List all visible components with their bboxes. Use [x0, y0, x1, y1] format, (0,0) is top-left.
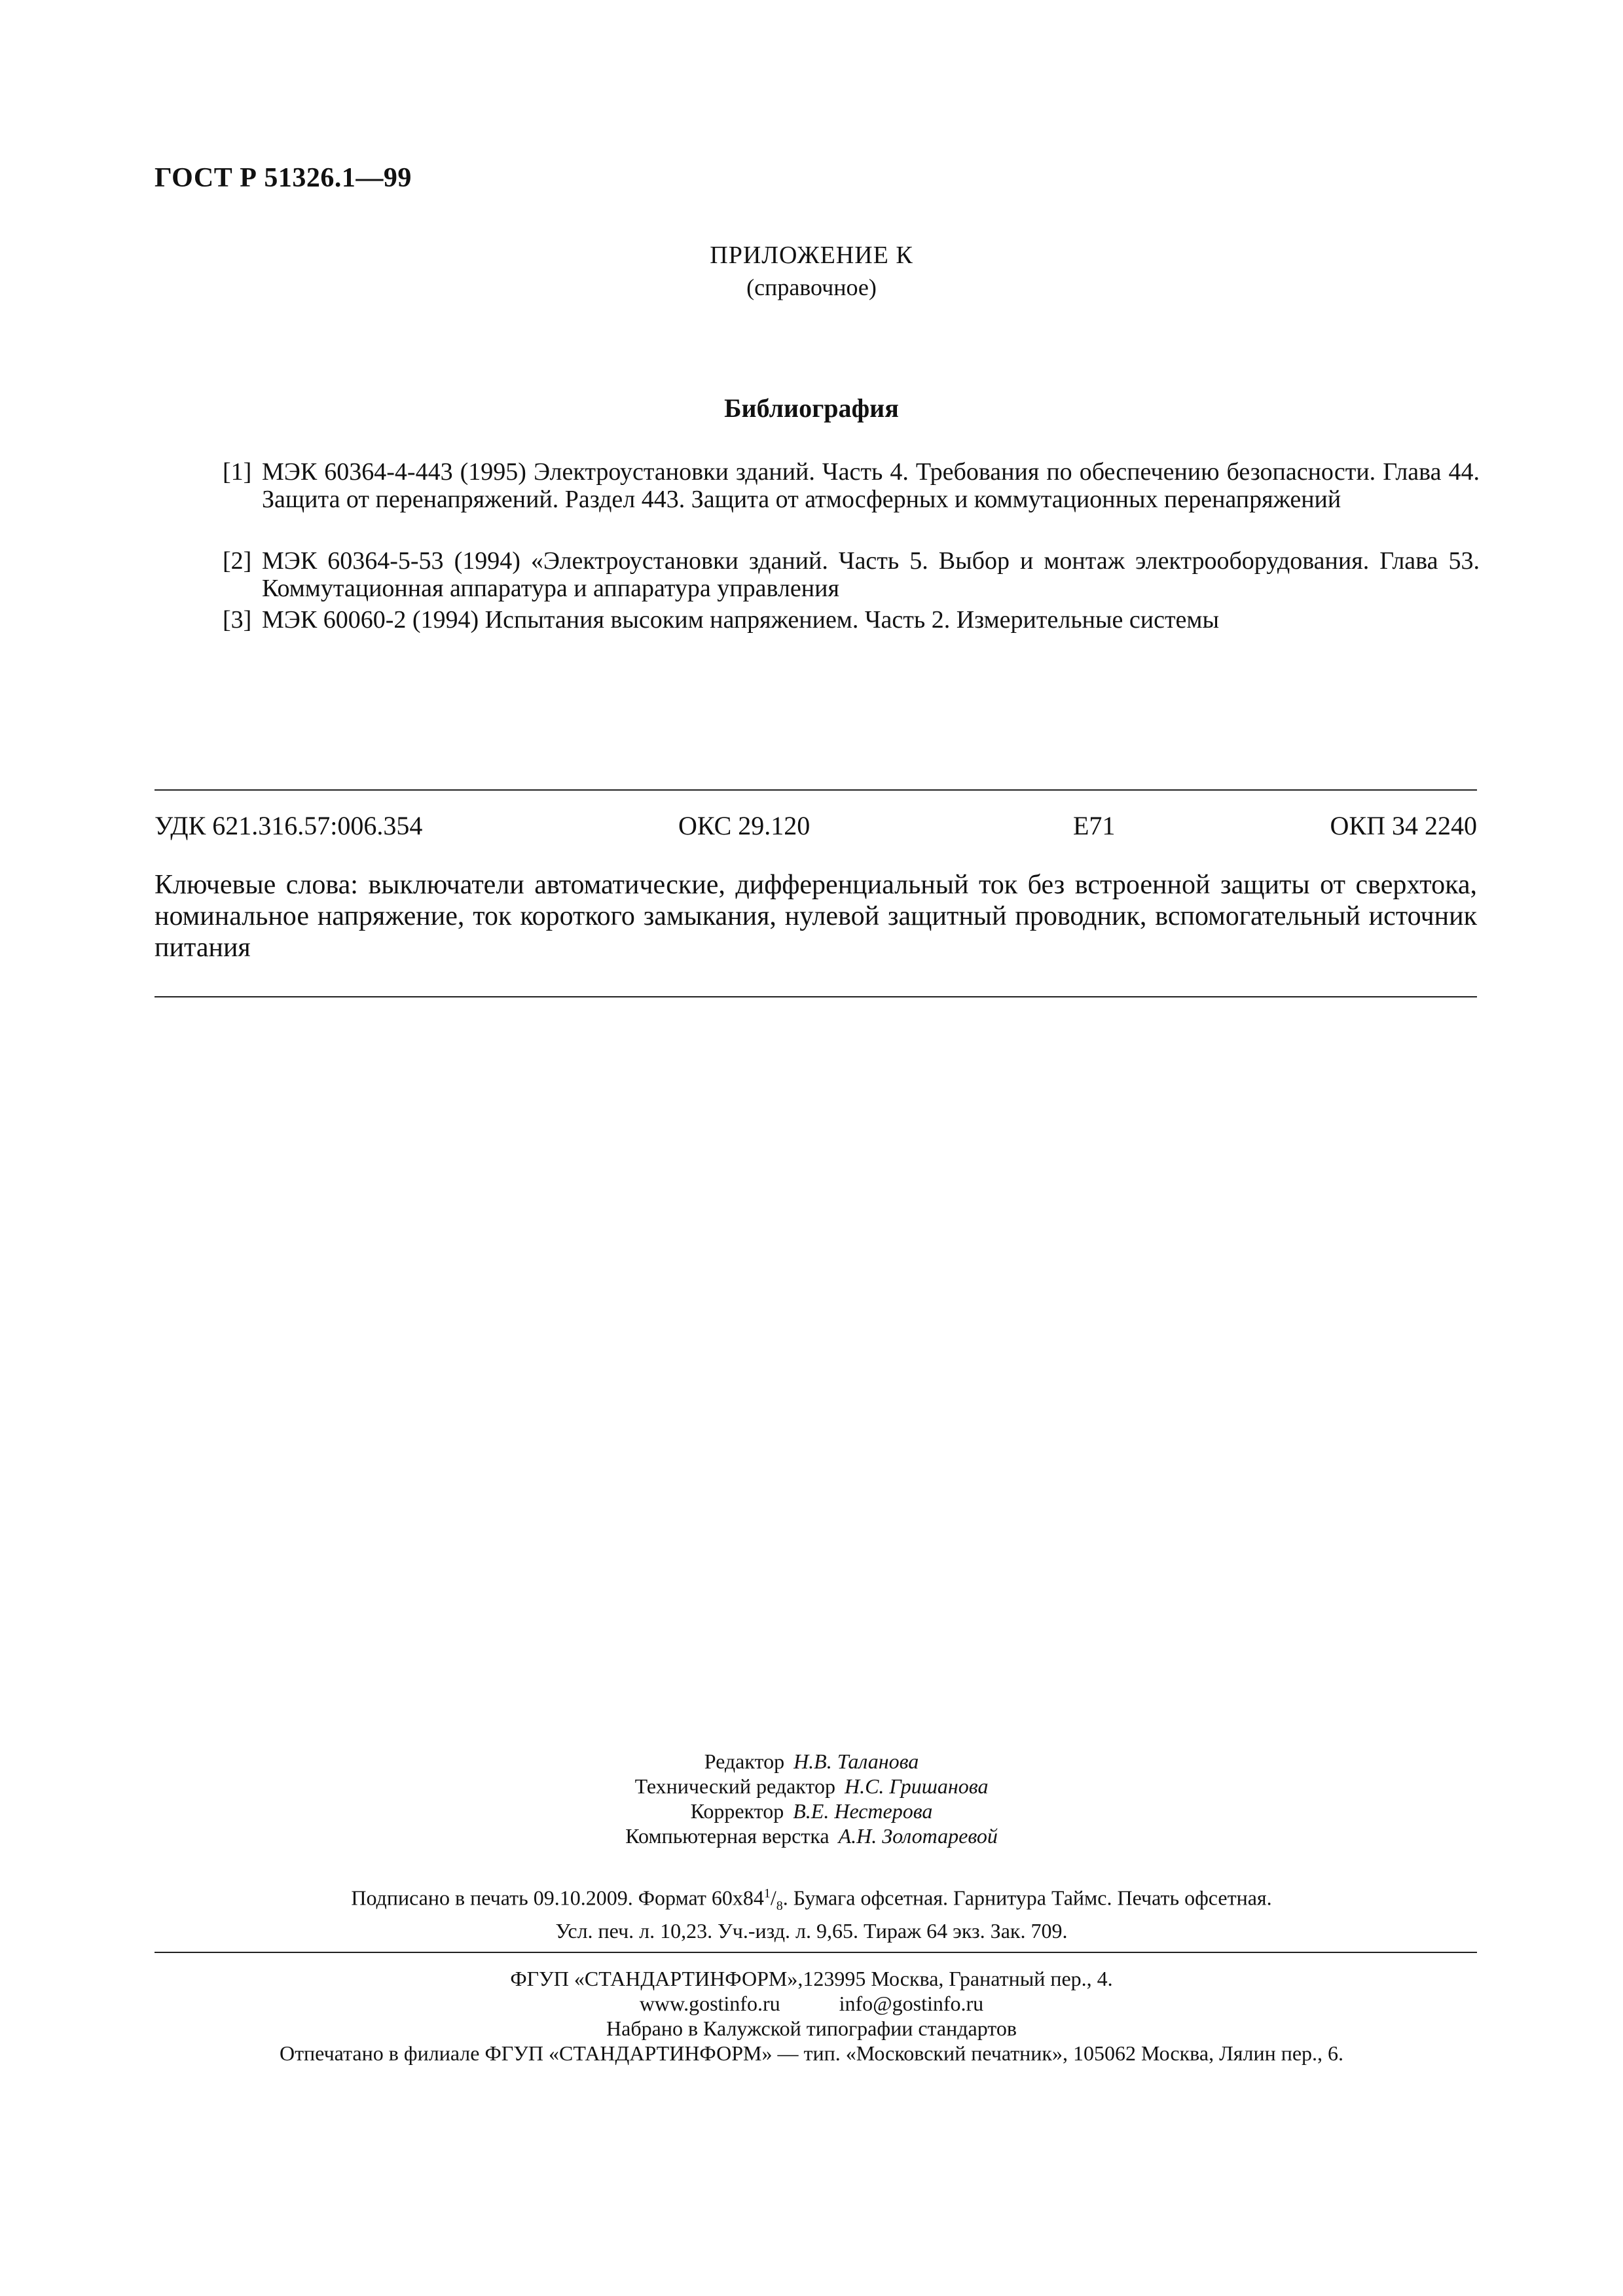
bibliography-item-text: МЭК 60364-5-53 (1994) «Электроустановки зданий. Часть 5. Выбор и монтаж электрооборудования. Глава 53. Коммутационная аппаратура и аппаратура управления	[262, 547, 1480, 602]
publisher-footer	[0, 1966, 1623, 2066]
document-code-header: ГОСТ Р 51326.1—99	[155, 163, 412, 193]
credit-role: Редактор	[704, 1749, 785, 1773]
credit-proofreader	[0, 1799, 1623, 1823]
credit-person: Н.С. Гришанова	[844, 1774, 989, 1798]
format-fraction-numerator: 1	[763, 1886, 771, 1901]
publisher-website: www.gostinfo.ru	[639, 1992, 780, 2015]
bibliography-title: Библиография	[724, 393, 899, 423]
credit-person: Н.В. Таланова	[793, 1749, 919, 1773]
credit-person: А.Н. Золотаревой	[838, 1824, 998, 1848]
divider-rule	[155, 996, 1477, 997]
credit-role: Корректор	[690, 1799, 784, 1823]
annex-title: ПРИЛОЖЕНИЕ К	[710, 242, 913, 269]
publisher-email: info@gostinfo.ru	[839, 1992, 984, 2015]
credit-role: Компьютерная верстка	[625, 1824, 830, 1848]
format-fraction-denominator: 8	[776, 1899, 783, 1914]
bibliography-item	[223, 547, 1480, 602]
bibliography-item	[223, 606, 1480, 634]
bibliography-item-text: МЭК 60060-2 (1994) Испытания высоким напряжением. Часть 2. Измерительные системы	[262, 606, 1219, 634]
publication-details: Усл. печ. л. 10,23. Уч.-изд. л. 9,65. Тираж 64 экз. Зак. 709.	[555, 1919, 1068, 1943]
divider-rule	[155, 1952, 1477, 1953]
publisher-address: ФГУП «СТАНДАРТИНФОРМ»,123995 Москва, Гранатный пер., 4.	[510, 1967, 1113, 1990]
credit-layout	[0, 1823, 1623, 1848]
udk-code: УДК 621.316.57:006.354	[155, 811, 423, 840]
credit-role: Технический редактор	[634, 1774, 835, 1798]
credit-editor	[0, 1749, 1623, 1774]
credits-block	[0, 1749, 1623, 1848]
credit-person: В.Е. Нестерова	[793, 1799, 933, 1823]
bibliography-item-number: [1]	[223, 458, 252, 486]
publication-signed-post: . Бумага офсетная. Гарнитура Таймс. Печать офсетная.	[782, 1886, 1272, 1910]
group-code: Е71	[1073, 811, 1116, 840]
bibliography-item-number: [2]	[223, 547, 252, 575]
credit-technical-editor	[0, 1774, 1623, 1799]
classification-codes	[155, 810, 1477, 842]
oks-code: ОКС 29.120	[678, 811, 811, 840]
publisher-contacts	[0, 1991, 1623, 2016]
divider-rule	[155, 789, 1477, 791]
publication-signed-line: Подписано в печать 09.10.2009. Формат $60х84^1/_8$. Бумага офсетная. Гарнитура Таймс. Печать офсетная.	[351, 1886, 1272, 1914]
bibliography-item	[223, 458, 1480, 513]
publication-info	[0, 1881, 1623, 1943]
bibliography-item-number: [3]	[223, 606, 252, 634]
typeset-note: Набрано в Калужской типографии стандартов	[606, 2017, 1017, 2040]
okp-code: ОКП 34 2240	[1330, 811, 1477, 840]
annex-subtitle: (справочное)	[746, 274, 877, 300]
keywords-paragraph: Ключевые слова: выключатели автоматические, дифференциальный ток без встроенной защиты от сверхтока, номинальное напряжение, ток короткого замыкания, нулевой защитный проводник, вспомогательный источник питания	[155, 870, 1477, 963]
publication-signed-pre: Подписано в печать 09.10.2009. Формат 60х84	[351, 1886, 764, 1910]
printed-note: Отпечатано в филиале ФГУП «СТАНДАРТИНФОРМ» — тип. «Московский печатник», 105062 Москва, Лялин пер., 6.	[279, 2041, 1344, 2065]
bibliography-item-text: МЭК 60364-4-443 (1995) Электроустановки зданий. Часть 4. Требования по обеспечению безопасности. Глава 44. Защита от перенапряжений. Раздел 443. Защита от атмосферных и коммутационных перенапряжений	[262, 458, 1480, 513]
